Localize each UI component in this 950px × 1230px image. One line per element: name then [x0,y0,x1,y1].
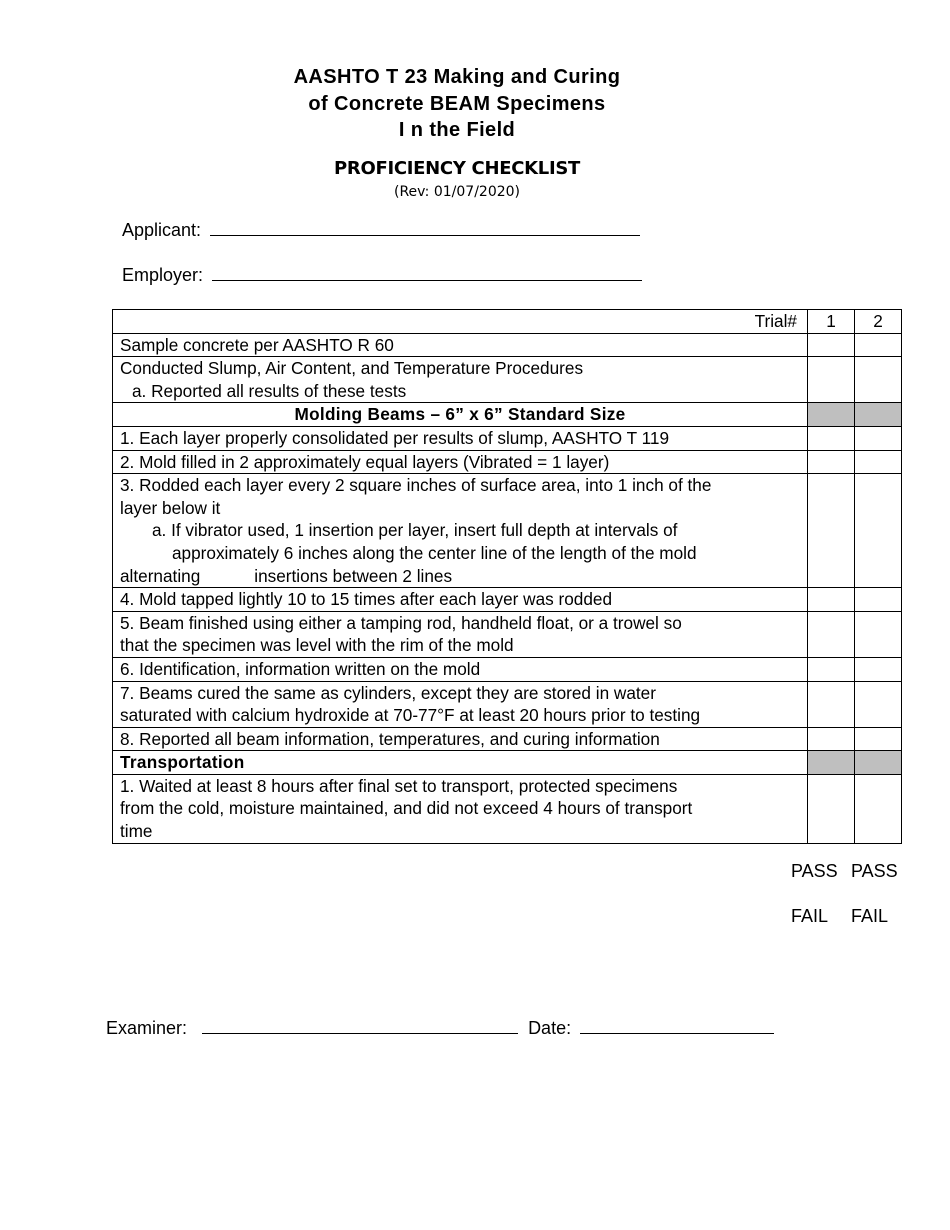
trial-1-cell[interactable] [808,333,855,357]
trial-2-cell[interactable] [855,588,902,612]
table-row [113,426,902,450]
fail-trial-2[interactable]: FAIL [851,906,889,926]
section-heading-molding: Molding Beams – 6” x 6” Standard Size [113,403,808,427]
step-subline: a. If vibrator used, 1 insertion per layer, insert full depth at intervals of [152,520,678,541]
step-text [113,357,808,403]
table-row [113,657,902,681]
examiner-blank-line[interactable] [202,1019,518,1034]
step-text [113,681,808,727]
revision-date: (Rev: 01/07/2020) [393,184,520,200]
date-label: Date: [528,1018,572,1038]
trial-1-cell[interactable] [808,426,855,450]
trial-2-cell[interactable] [855,657,902,681]
shaded-cell [855,403,902,427]
table-row [113,357,902,403]
trial-2-cell[interactable] [855,611,902,657]
trial-1-cell[interactable] [808,474,855,588]
trial-1-cell[interactable] [808,611,855,657]
table-row [113,333,902,357]
title-line-2: of Concrete BEAM Specimens [308,92,606,115]
trial-2-cell[interactable] [855,426,902,450]
table-row [113,450,902,474]
step-line: layer below it [120,497,221,518]
step-text [113,611,808,657]
trial-label: Trial# [113,310,808,334]
section-row [113,751,902,775]
employer-field [122,265,642,286]
step-text: 2. Mold filled in 2 approximately equal layers (Vibrated = 1 layer) [113,450,808,474]
trial-1-cell[interactable] [808,450,855,474]
trial-col-1: 1 [808,310,855,334]
title-line-1: AASHTO T 23 Making and Curing [293,66,621,88]
trial-2-cell[interactable] [855,681,902,727]
trial-1-cell[interactable] [808,681,855,727]
step-line: that the specimen was level with the rim of the mold [120,635,514,656]
employer-label: Employer: [122,265,204,285]
trial-2-cell[interactable] [855,727,902,751]
trial-2-cell[interactable] [855,357,902,403]
employer-blank-line[interactable] [212,266,642,281]
step-text: 6. Identification, information written on the mold [113,657,808,681]
trial-2-cell[interactable] [855,450,902,474]
shaded-cell [855,751,902,775]
applicant-field [122,220,640,241]
step-line: saturated with calcium hydroxide at 70-77°F at least 20 hours prior to testing [120,705,701,726]
section-row [113,403,902,427]
trial-header-row [113,310,902,334]
examiner-label: Examiner: [106,1018,188,1038]
step-fragment: insertions between 2 lines [254,565,453,586]
step-line: 5. Beam finished using either a tamping rod, handheld float, or a trowel so [120,612,682,633]
title-line-3: I n the Field [398,119,516,141]
step-line: from the cold, moisture maintained, and did not exceed 4 hours of transport [120,798,693,819]
step-text: 8. Reported all beam information, temperatures, and curing information [113,727,808,751]
checklist-table [112,309,902,844]
trial-1-cell[interactable] [808,588,855,612]
step-text: 1. Each layer properly consolidated per results of slump, AASHTO T 119 [113,426,808,450]
section-heading-transportation: Transportation [113,751,808,775]
step-line: time [120,821,153,842]
trial-2-cell[interactable] [855,774,902,843]
applicant-blank-line[interactable] [210,221,640,236]
step-subline: approximately 6 inches along the center line of the length of the mold [172,542,697,563]
step-line: 7. Beams cured the same as cylinders, except they are stored in water [120,682,656,703]
step-text: Sample concrete per AASHTO R 60 [113,333,808,357]
shaded-cell [808,403,855,427]
trial-2-cell[interactable] [855,474,902,588]
step-fragment: alternating [120,565,201,586]
trial-1-cell[interactable] [808,657,855,681]
trial-1-cell[interactable] [808,727,855,751]
pass-trial-2[interactable]: PASS [851,861,898,881]
trial-1-cell[interactable] [808,357,855,403]
step-line: 3. Rodded each layer every 2 square inches of surface area, into 1 inch of the [120,475,712,496]
table-row [113,727,902,751]
table-row [113,588,902,612]
step-line [120,565,800,588]
checklist-subtitle: PROFICIENCY CHECKLIST [334,158,580,179]
fail-trial-1[interactable]: FAIL [791,906,829,926]
applicant-label: Applicant: [122,220,202,240]
table-row [113,774,902,843]
step-line: 1. Waited at least 8 hours after final set to transport, protected specimens [120,775,678,796]
pass-trial-1[interactable]: PASS [791,861,838,881]
trial-col-2: 2 [855,310,902,334]
date-blank-line[interactable] [580,1019,774,1034]
step-line: Conducted Slump, Air Content, and Temperature Procedures [120,358,584,379]
examiner-footer [106,1018,774,1039]
step-subline: a. Reported all results of these tests [132,380,407,401]
step-text: 4. Mold tapped lightly 10 to 15 times after each layer was rodded [113,588,808,612]
shaded-cell [808,751,855,775]
table-row [113,611,902,657]
table-row [113,474,902,588]
document-title [0,64,914,144]
trial-2-cell[interactable] [855,333,902,357]
step-text [113,774,808,843]
step-text [113,474,808,588]
table-row [113,681,902,727]
trial-1-cell[interactable] [808,774,855,843]
